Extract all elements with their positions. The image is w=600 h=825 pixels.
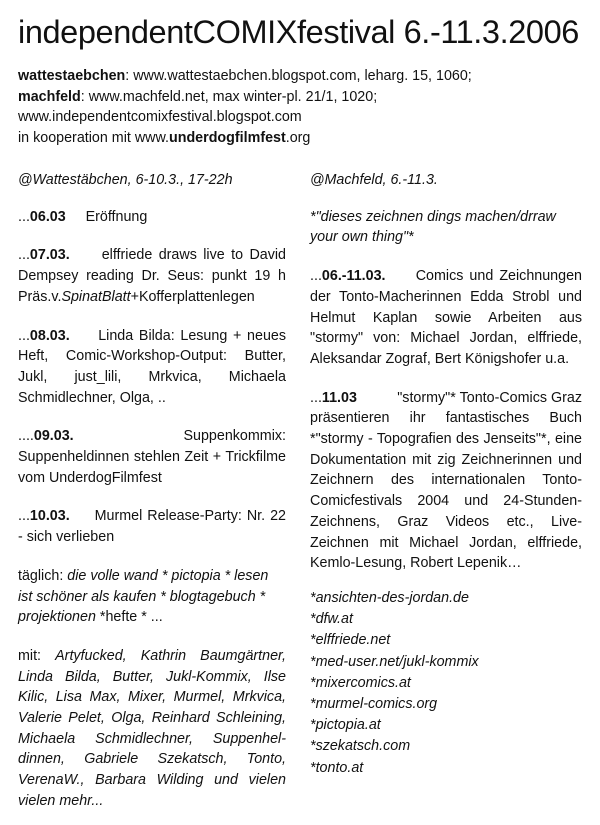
link-item: *pictopia.at (310, 717, 381, 734)
festival-title: independentCOMIXfestival 6.-11.3.2006 (18, 14, 579, 50)
event-text: Comics und Zeichnungen der Tonto-Macherinnen Edda Strobl und Helmut Kaplan sowie Arbeiten aus "stormy" von: Michael Jordan, elffriede, Aleksandar Zograf, Bert Königshofer u.a. (310, 268, 586, 367)
event-dots: ... (18, 208, 30, 225)
link-item: *murmel-comics.org (310, 695, 438, 712)
exhibition-quote: *"dieses zeichnen dings machen/drraw your own thing"* (310, 208, 556, 246)
link-item: *tonto.at (310, 759, 364, 776)
venue-wattestaebchen-address: : www.wattestaebchen.blogspot.com, leharg. 15, 1060; (125, 68, 472, 84)
cooperation-suffix: .org (285, 129, 311, 146)
column-machfeld (310, 170, 586, 779)
event-09-03 (18, 426, 290, 488)
event-text: "stormy"* Tonto-Comics Graz präsentieren ihr fantastisches Buch *"stormy - Topografien des Jenseits"*, eine Dokumentation mit zig Zeichnerinnen und Zeichnern des internationalen Tonto-Comicfestivals 2004 und 24-Stunden-Zeichnens, Graz Videos etc., Live-Zeichnen mit Michael Jordan, elffriede, Kemlo-Lesung, Robert Lepenik… (310, 389, 586, 572)
cooperation-prefix: in kooperation mit www. (18, 129, 169, 146)
event-date: 08.03. (29, 327, 70, 344)
link-item: *szekatsch.com (310, 738, 411, 755)
event-dots: .... (18, 428, 34, 445)
event-date: 10.03. (29, 508, 70, 525)
cooperation-partner: underdogfilmfest (168, 129, 286, 146)
event-text: +Kofferplattenlegen (130, 288, 255, 305)
event-07-03 (18, 245, 290, 307)
event-dots: ... (310, 389, 322, 406)
column-wattestaebchen (18, 170, 290, 812)
daily-items-tail: *hefte * ... (95, 609, 163, 626)
event-dots: ... (18, 247, 30, 264)
venue-wattestaebchen-line (18, 66, 588, 87)
event-date: 09.03. (33, 428, 74, 445)
event-text: elffriede draws live to David Dempsey reading Dr. Seus: punkt 19 h Präs.v. (18, 247, 290, 305)
event-gap (66, 209, 86, 225)
daily-items: die volle wand * pictopia * lesen ist schöner als kaufen * blogtagebuch * projektionen (18, 567, 269, 626)
daily-program (18, 566, 286, 628)
event-06-11-03 (310, 266, 586, 370)
event-date: 11.03 (321, 389, 357, 406)
participants-label: mit: (18, 647, 56, 664)
header-info (18, 66, 588, 148)
festival-website: www.independentcomixfestival.blogspot.com (18, 109, 302, 125)
event-text: Suppenkommix: Suppenheldinnen stehlen Zeit + Trickfilme vom UnderdogFilmfest (18, 428, 290, 486)
event-text: Eröffnung (85, 208, 148, 225)
venue-machfeld-line (18, 87, 588, 108)
event-dots: ... (310, 268, 322, 285)
event-dots: ... (18, 327, 30, 344)
link-item: *med-user.net/jukl-kommix (310, 653, 479, 670)
link-item: *dfw.at (310, 611, 353, 628)
event-dots: ... (18, 508, 30, 525)
event-date: 06.-11.03. (321, 268, 386, 285)
venue-machfeld-name: machfeld (18, 88, 81, 105)
subtitle-wattestaebchen: @Wattestäbchen, 6-10.3., 17-22h (18, 172, 233, 188)
venue-wattestaebchen-name: wattestaebchen (18, 68, 126, 84)
event-06-03 (18, 207, 286, 228)
event-11-03 (310, 388, 586, 574)
event-text-italic: SpinatBlatt (61, 288, 131, 305)
event-08-03 (18, 326, 290, 409)
participants (18, 646, 286, 812)
event-date: 06.03 (29, 208, 66, 225)
link-item: *mixercomics.at (310, 674, 411, 691)
link-list (310, 588, 582, 779)
link-item: *ansichten-des-jordan.de (310, 589, 469, 606)
participants-names: Artyfucked, Kathrin Baumgärtner, Linda Bilda, Butter, Jukl-Kommix, Ilse Kilic, Lisa Max, Mixer, Murmel, Mrkvica, Valerie Pelet, Olga, Reinhard Schleining, Michaela Schmidlechner, Suppenhel-dinnen, Gabriele Szekatsch, Tonto, VerenaW., Barbara Wilding und vielen vielen mehr... (18, 647, 286, 809)
daily-label: täglich: (18, 567, 68, 584)
event-text: Linda Bilda: Lesung + neues Heft, Comic-Workshop-Output: Butter, Jukl, just_lili, Mrkvica, Michaela Schmidlechner, Olga, .. (18, 327, 290, 406)
link-item: *elffriede.net (310, 632, 391, 649)
event-10-03 (18, 506, 290, 547)
event-text: Murmel Release-Party: Nr. 22 - sich verlieben (18, 508, 290, 546)
subtitle-machfeld: @Machfeld, 6.-11.3. (310, 172, 438, 188)
venue-machfeld-address: : www.machfeld.net, max winter-pl. 21/1, 1020; (80, 88, 378, 105)
cooperation-line (18, 128, 588, 149)
event-date: 07.03. (29, 247, 70, 264)
